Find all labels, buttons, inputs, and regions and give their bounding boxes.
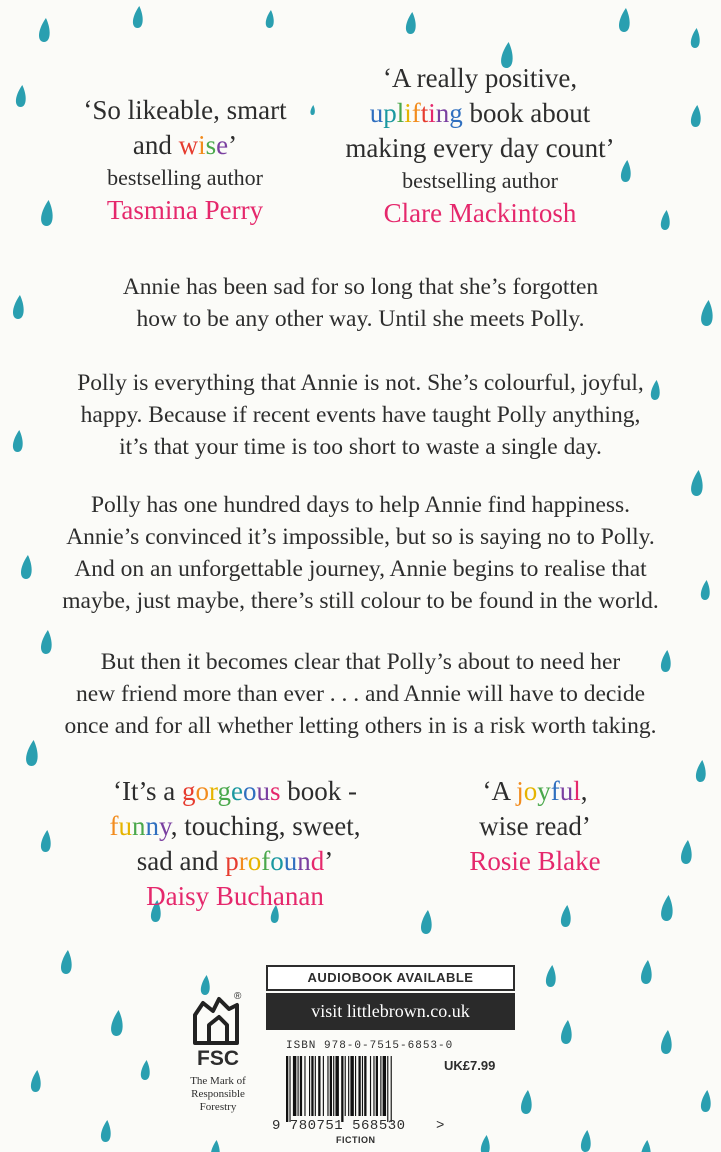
blurb-paragraph-2 (0, 367, 721, 463)
barcode-bar (289, 1056, 290, 1122)
barcode-bar (318, 1056, 320, 1116)
barcode-bar (345, 1056, 346, 1116)
raindrop-shape (31, 1070, 41, 1092)
raindrop-shape (211, 1140, 220, 1152)
colourful-word-joyful: joyful (516, 776, 581, 806)
barcode-bar (293, 1056, 296, 1116)
raindrop-shape (201, 975, 210, 995)
barcode-bar (387, 1056, 388, 1122)
raindrop-shape (481, 1135, 490, 1152)
raindrop-shape (546, 965, 556, 987)
quote-line: ‘A joyful, (482, 776, 588, 806)
quote-line: funny, touching, sweet, (109, 811, 361, 841)
raindrop-shape (661, 210, 670, 230)
raindrop-shape (39, 18, 50, 42)
barcode-bar (350, 1056, 353, 1116)
barcode-arrow: > (436, 1118, 445, 1134)
fsc-registered-mark: ® (234, 991, 242, 1002)
barcode-bar (335, 1056, 338, 1116)
barcode-bar (315, 1056, 316, 1116)
fsc-tagline-line: The Mark of (190, 1075, 246, 1087)
barcode-bar (327, 1056, 328, 1116)
raindrop-shape (41, 200, 53, 226)
barcode-bar (333, 1056, 334, 1116)
colourful-word-gorgeous: gorgeous (181, 776, 281, 806)
raindrop-shape (641, 1140, 651, 1152)
barcode-bar (304, 1056, 305, 1116)
fsc-logo (178, 991, 258, 1114)
barcode-bar (358, 1056, 360, 1116)
raindrop-shape (681, 840, 692, 864)
blurb-line: Polly has one hundred days to help Annie find happiness. (90, 492, 631, 518)
raindrop-shape (310, 105, 314, 115)
quote-line: ‘A really positive, (382, 63, 578, 93)
blurb-line: But then it becomes clear that Polly’s about to need her (100, 649, 621, 675)
barcode-bar (298, 1056, 299, 1116)
raindrop-shape (41, 830, 51, 852)
quote-author-name: Rosie Blake (469, 846, 601, 876)
barcode-bar (311, 1056, 313, 1116)
blurb-paragraph-3 (0, 489, 721, 617)
price-label: UK£7.99 (444, 1058, 496, 1073)
barcode-bar (330, 1056, 332, 1116)
barcode-bar (380, 1056, 381, 1116)
barcode-bar (391, 1056, 392, 1122)
barcode-bar (370, 1056, 371, 1116)
blurb-line: once and for all whether letting others in is a risk worth taking. (64, 713, 657, 739)
raindrop-shape (691, 28, 700, 48)
colourful-word-wise: wise (178, 130, 229, 160)
raindrop-shape (111, 1010, 123, 1036)
barcode-digits: 9 780751 568530 (272, 1118, 406, 1134)
raindrop-shape (101, 1120, 111, 1142)
blurb-line: Polly is everything that Annie is not. She’s colourful, joyful, (77, 370, 644, 396)
raindrop-shape (619, 8, 630, 32)
quote-bottom-left (70, 774, 400, 914)
barcode-bar (362, 1056, 363, 1116)
quote-author-name: Clare Mackintosh (383, 198, 577, 228)
raindrop-shape (691, 105, 701, 127)
fsc-tagline-line: Forestry (199, 1101, 237, 1113)
raindrop-shape (561, 1020, 572, 1044)
isbn-label: ISBN 978-0-7515-6853-0 (286, 1040, 454, 1052)
quote-line: uplifting book about (369, 98, 591, 128)
fsc-tagline (178, 1075, 258, 1114)
quote-author-name: Tasmina Perry (106, 195, 264, 225)
raindrop-shape (521, 1090, 532, 1114)
quote-line: and wise’ (132, 130, 238, 160)
quote-line: sad and profound’ (136, 846, 334, 876)
raindrop-shape (696, 760, 706, 782)
raindrop-shape (701, 1090, 711, 1112)
website-link[interactable]: visit littlebrown.co.uk (266, 993, 515, 1030)
colourful-word-profound: profound (225, 846, 325, 876)
fsc-tagline-line: Responsible (191, 1088, 245, 1100)
raindrop-shape (133, 6, 143, 28)
category-label: FICTION (336, 1135, 376, 1145)
raindrop-shape (141, 1060, 150, 1080)
blurb-line: new friend more than ever . . . and Annie will have to decide (75, 681, 646, 707)
fsc-acronym: FSC (197, 1047, 239, 1070)
barcode-bar (383, 1056, 386, 1116)
quote-attribution: bestselling author (107, 165, 263, 190)
blurb-line: how to be any other way. Until she meets Polly. (136, 306, 585, 332)
barcode-bar (341, 1056, 343, 1122)
quote-line: wise read’ (479, 811, 591, 841)
quote-line: making every day count’ (345, 133, 615, 163)
quote-line: ‘So likeable, smart (83, 95, 287, 125)
quote-line: ‘It’s a gorgeous book - (113, 776, 357, 806)
blurb-line: Annie’s convinced it’s impossible, but so is saying no to Polly. (66, 524, 655, 550)
barcode-bar (323, 1056, 324, 1116)
raindrop-shape (581, 1130, 591, 1152)
quote-bottom-right (435, 774, 635, 879)
blurb-line: it’s that your time is too short to waste a single day. (119, 434, 602, 460)
barcode-bar (300, 1056, 302, 1116)
blurb-paragraph-1 (0, 271, 721, 335)
raindrop-shape (421, 910, 432, 934)
colourful-word-uplifting: uplifting (369, 98, 463, 128)
quote-top-left (60, 93, 310, 228)
barcode-bar (286, 1056, 288, 1122)
colourful-word-funny: funny (109, 811, 171, 841)
blurb-line: maybe, just maybe, there’s still colour to be found in the world. (62, 588, 659, 614)
blurb-paragraph-4 (0, 646, 721, 742)
quote-author-name: Daisy Buchanan (146, 881, 324, 911)
raindrop-shape (641, 960, 652, 984)
raindrop-shape (406, 12, 416, 34)
raindrop-shape (61, 950, 72, 974)
raindrop-shape (661, 1030, 672, 1054)
barcode-bar (373, 1056, 374, 1116)
blurb-line: Annie has been sad for so long that she’s forgotten (122, 274, 599, 300)
barcode-bar (309, 1056, 310, 1116)
quote-top-right (320, 61, 640, 231)
quote-attribution: bestselling author (402, 168, 558, 193)
raindrop-shape (266, 10, 274, 28)
raindrop-shape (661, 895, 673, 921)
barcode-bar (355, 1056, 356, 1116)
blurb-line: And on an unforgettable journey, Annie begins to realise that (74, 556, 647, 582)
raindrop-shape (26, 740, 38, 766)
barcode-bar (348, 1056, 349, 1116)
raindrop-shape (16, 85, 26, 107)
audiobook-available-badge: AUDIOBOOK AVAILABLE (266, 965, 515, 991)
raindrop-shape (561, 905, 571, 927)
blurb-line: happy. Because if recent events have taught Polly anything, (80, 402, 641, 428)
barcode-bar (376, 1056, 378, 1116)
fsc-tree-icon (185, 995, 251, 1047)
barcode-bar (364, 1056, 366, 1116)
